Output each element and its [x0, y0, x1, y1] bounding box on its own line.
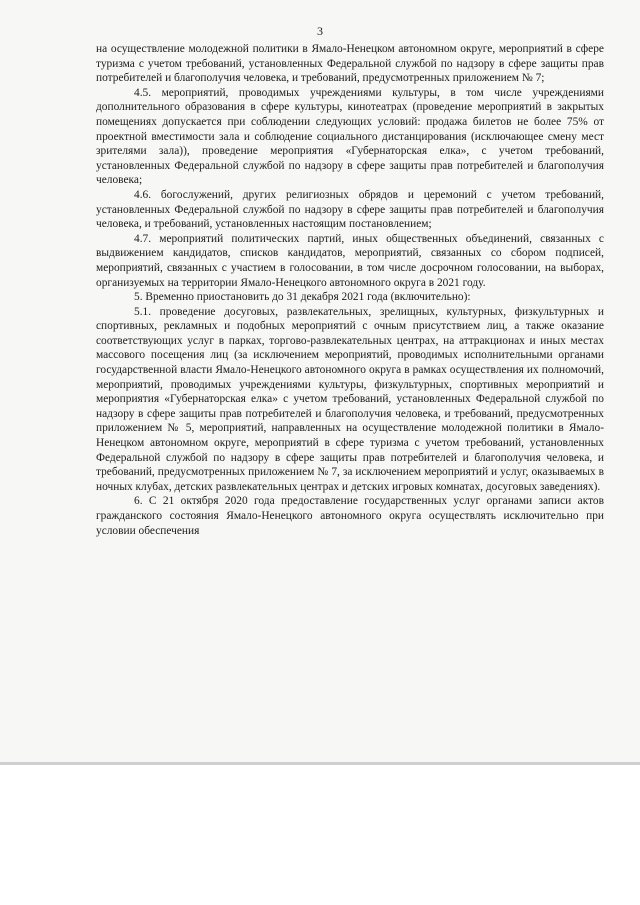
paragraph-continuation: на осуществление молодежной политики в Ямало-Ненецком автономном округе, мероприятий в сфере туризма с учетом требований, установленных Федеральной службой по надзору в сфере защиты прав потребителей и благополучия человека, и требований, предусмотренных приложением № 7; — [96, 43, 604, 85]
blank-area — [0, 765, 640, 905]
paragraph-4-6: 4.6. богослужений, других религиозных обрядов и церемоний с учетом требований, установленных Федеральной службой по надзору в сфере защиты прав потребителей и благополучия человека, и требований, установленных настоящим постановлением; — [96, 188, 604, 231]
paragraph-4-7: 4.7. мероприятий политических партий, иных общественных объединений, связанных с выдвижением кандидатов, списков кандидатов, мероприятий, связанных со сбором подписей, мероприятий, связанных с участием в голосовании, в том числе досрочном голосовании, на выборах, организуемых на территории Ямало-Ненецкого автономного округа в 2021 году. — [96, 232, 604, 289]
page-number: 3 — [317, 24, 323, 38]
paragraph-5-1: 5.1. проведение досуговых, развлекательных, зрелищных, культурных, физкультурных и спортивных, рекламных и подобных мероприятий с очным присутствием лиц, а также оказание соответствующих услуг в парках, торгово-развлекательных центрах, на аттракционах и иных местах массового посещения лиц (за исключением мероприятий, проводимых исполнительными органами государственной власти Ямало-Ненецкого автономного округа в рамках осуществления их полномочий, мероприятий, проводимых учреждениями культуры, физкультурных, спортивных мероприятий и мероприятия «Губернаторская елка» с учетом требований, установленных Федеральной службой по надзору в сфере защиты прав потребителей и благополучия человека, и требований, предусмотренных приложением № 5, мероприятий, направленных на осуществление молодежной политики в Ямало-Ненецком автономном округе, мероприятий в сфере туризма с учетом требований, установленных Федеральной службой по надзору в сфере защиты прав потребителей и благополучия человека, и требований, предусмотренных приложением № 7, за исключением мероприятий и услуг, оказываемых в ночных клубах, детских развлекательных центрах и детских игровых комнатах, досуговых заведениях). — [96, 305, 604, 493]
document-body — [96, 42, 604, 538]
paragraph-6: 6. С 21 октября 2020 года предоставление государственных услуг органами записи актов гражданского состояния Ямало-Ненецкого автономного округа осуществлять исключительно при условии обеспечения — [96, 495, 604, 537]
paragraph-4-5: 4.5. мероприятий, проводимых учреждениями культуры, в том числе учреждениями дополнительного образования в сфере культуры, кинотеатрах (проведение мероприятий в закрытых помещениях допускается при соблюдении следующих условий: продажа билетов не более 75% от проектной вместимости зала и соблюдение социального дистанцирования (исключающее смену мест зрителями зала)), проведение мероприятия «Губернаторская елка», с учетом требований, установленных Федеральной службой по надзору в сфере защиты прав потребителей и благополучия человека; — [96, 86, 604, 187]
paragraph-5: 5. Временно приостановить до 31 декабря 2021 года (включительно): — [134, 291, 471, 304]
